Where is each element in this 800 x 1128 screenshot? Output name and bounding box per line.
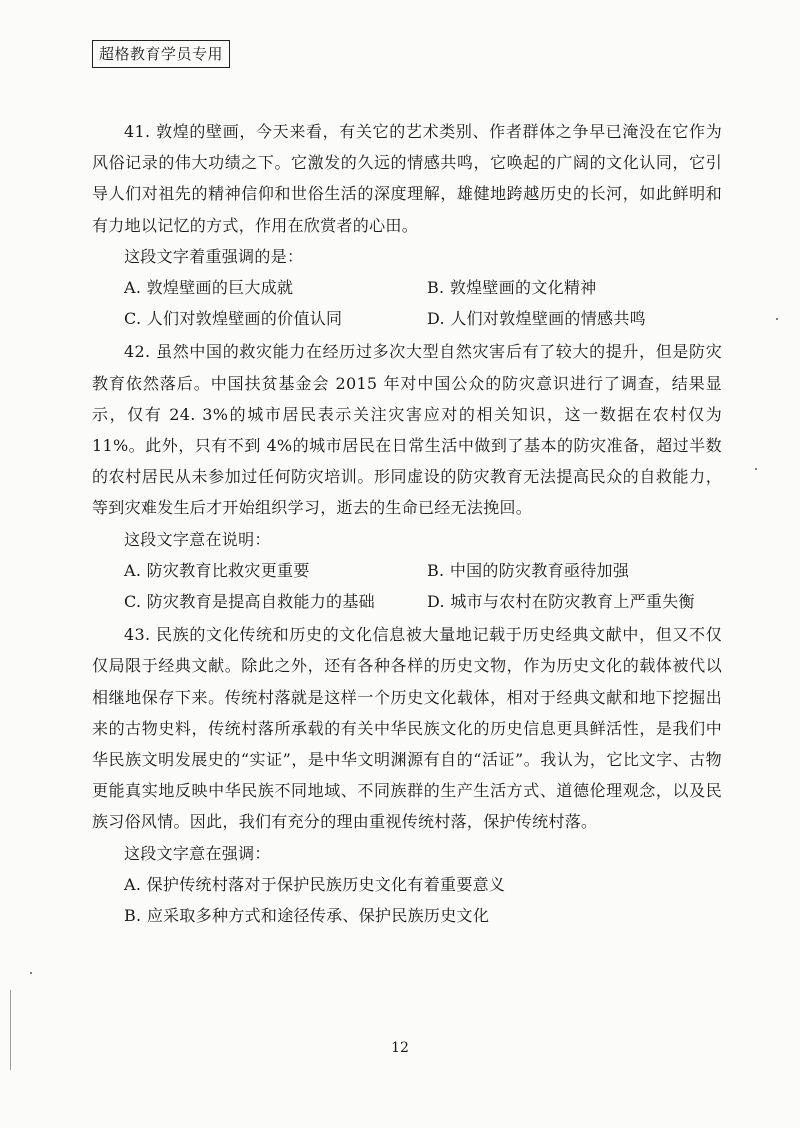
question-content bbox=[92, 116, 722, 933]
question-41-option-c: C. 人们对敦煌壁画的价值认同 bbox=[124, 309, 343, 329]
question-43-options bbox=[92, 869, 722, 931]
question-42-prompt: 这段文字意在说明： bbox=[124, 529, 271, 549]
question-42-option-a: A. 防灾教育比救灾更重要 bbox=[124, 560, 310, 580]
question-41-options bbox=[92, 272, 722, 334]
question-42-stem: 42. 虽然中国的救灾能力在经历过多次大型自然灾害后有了较大的提升，但是防灾教育依然落后。中国扶贫基金会 2015 年对中国公众的防灾意识进行了调查，结果显示，仅有 24. 3%的城市居民表示关注灾害应对的相关知识，这一数据在农村仅为 11%。此外，只有不到 4%的城市居民在日常生活中做到了基本的防灾准备，超过半数的农村居民从未参加过任何防灾培训。形同虚设的防灾教育无法提高民众的自救能力，等到灾难发生后才开始组织学习，逝去的生命已经无法挽回。 bbox=[92, 342, 722, 518]
scan-speck bbox=[755, 468, 757, 470]
page-number: 12 bbox=[391, 1040, 409, 1056]
question-43-option-b: B. 应采取多种方式和途径传承、保护民族历史文化 bbox=[124, 906, 490, 926]
question-41-prompt: 这段文字着重强调的是： bbox=[124, 246, 304, 266]
question-41-option-a: A. 敦煌壁画的巨大成就 bbox=[124, 278, 294, 298]
scan-speck bbox=[776, 318, 778, 320]
header-tag: 超格教育学员专用 bbox=[92, 40, 230, 68]
question-41-option-b: B. 敦煌壁画的文化精神 bbox=[427, 278, 597, 298]
question-42-option-d: D. 城市与农村在防灾教育上严重失衡 bbox=[427, 592, 695, 612]
question-43-prompt: 这段文字意在强调： bbox=[124, 843, 271, 863]
question-42-options bbox=[92, 555, 722, 617]
question-43-stem: 43. 民族的文化传统和历史的文化信息被大量地记载于历史经典文献中，但又不仅仅局限于经典文献。除此之外，还有各种各样的历史文物，作为历史文化的载体被代以相继地保存下来。传统村落就是这样一个历史文化载体，相对于经典文献和地下挖掘出来的古物史料，传统村落所承载的有关中华民族文化的历史信息更具鲜活性，是我们中华民族文明发展史的“实证”，是中华文明渊源有自的“活证”。我认为，它比文字、古物更能真实地反映中华民族不同地域、不同族群的生产生活方式、道德伦理观念，以及民族习俗风情。因此，我们有充分的理由重视传统村落，保护传统村落。 bbox=[92, 625, 722, 832]
question-42-option-b: B. 中国的防灾教育亟待加强 bbox=[427, 560, 630, 580]
question-42-option-c: C. 防灾教育是提高自救能力的基础 bbox=[124, 592, 375, 612]
scan-edge-mark bbox=[10, 990, 11, 1070]
question-41-option-d: D. 人们对敦煌壁画的情感共鸣 bbox=[427, 309, 646, 329]
question-43-option-a: A. 保护传统村落对于保护民族历史文化有着重要意义 bbox=[124, 874, 506, 894]
question-41-stem: 41. 敦煌的壁画，今天来看，有关它的艺术类别、作者群体之争早已淹没在它作为风俗记录的伟大功绩之下。它激发的久远的情感共鸣，它唤起的广阔的文化认同，它引导人们对祖先的精神信仰和世俗生活的深度理解，雄健地跨越历史的长河，如此鲜明和有力地以记忆的方式，作用在欣赏者的心田。 bbox=[92, 122, 722, 235]
scan-speck bbox=[30, 972, 32, 974]
